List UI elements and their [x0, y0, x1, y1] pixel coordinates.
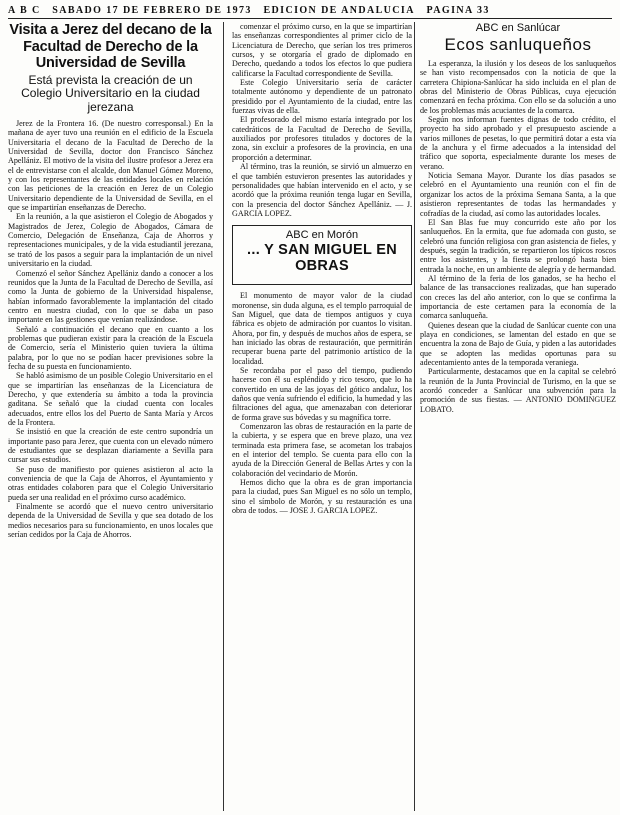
article-paragraph: Finalmente se acordó que el nuevo centro universitario dependa de la Universidad de Sevilla y que sea dotado de los medios necesarios para su funcionamiento, en unos locales que serían cedidos por la Caja de Ahorros.: [8, 502, 213, 540]
article-paragraph: El San Blas fue muy concurrido este año por los sanluqueños. En la ermita, que fue adornada con gusto, se celebró una función religiosa con gran asistencia de fieles, y después, según la tradición, se repartieron los típicos roscos entre los asistentes, y la fiesta se prolongó hasta bien entrada la noche, en un ambiente de alegría y de hermandad.: [420, 217, 616, 274]
article-paragraph: Al término, tras la reunión, se sirvió un almuerzo en el que también estuvieron presentes las autoridades y personalidades que habían intervenido en el acto, y se acordó que la próxima reunión tenga lugar en Sevilla, con la presencia del doctor Sánchez Apellániz. — J. GARCIA LOPEZ.: [232, 162, 412, 218]
article-headline-sanlucar: Ecos sanluqueños: [444, 35, 592, 54]
article-paragraph: Se habló asimismo de un posible Colegio Universitario en el que se impartirían las enseñanzas de la Licenciatura de Derecho, y que extendería su ámbito a toda la provincia gaditana. Se señaló que la ciudad cuenta con locales adecuados, entre ellos los del Puerto de Santa María y Arcos de la Frontera.: [8, 371, 213, 427]
column-1: [8, 22, 213, 811]
masthead: A B C: [8, 5, 41, 16]
section-kicker-sanlucar: ABC en Sanlúcar: [475, 22, 561, 34]
column-2: [232, 22, 412, 811]
article-headline-jerez: Visita a Jerez del decano de la Facultad de Derecho de la Universidad de Sevilla: [9, 22, 212, 71]
article-paragraph: Comenzaron las obras de restauración en la parte de la cubierta, y se espera que en breve plazo, una vez terminada esta primera fase, se acometan los trabajos en el interior del templo. Se cuenta para ello con la ayuda de la Dirección General de Bellas Artes y con la colaboración del vecindario de Morón.: [232, 422, 412, 478]
article-paragraph: El monumento de mayor valor de la ciudad moronense, sin duda alguna, es el templo parroquial de San Miguel, que data de tiempos antiguos y cuya fábrica es objeto de admiración por cuantos lo visitan. Ahora, por fin, y después de muchos años de espera, se han iniciado las obras de restauración, que permitirán recuperar buena parte del patrimonio artístico de la localidad.: [232, 291, 412, 366]
article-paragraph: Se recordaba por el paso del tiempo, pudiendo hacerse con él su espléndido y rico tesoro, que lo ha convertido en una de las joyas del gótico andaluz, los daños que venía sufriendo el edificio, la humedad y las filtraciones del agua, que amenazaban con deteriorar de forma grave sus bóvedas y su magnífica torre.: [232, 365, 412, 422]
page-header: [8, 4, 612, 19]
article-paragraph: Se insistió en que la creación de este centro supondría un importante paso para Jerez, que cuenta con un elevado número de estudiantes que se desplazan diariamente a Sevilla para cursar sus estudios.: [8, 427, 213, 465]
header-page-number: PAGINA 33: [426, 5, 490, 16]
article-paragraph: El profesorado del mismo estaría integrado por los catedráticos de la Facultad de Derecho de Sevilla, auxiliados por profesores titulados y doctores de la zona, sin excluir a profesores de la provincia, en una proporción a determinar.: [232, 115, 412, 162]
article-paragraph: Hemos dicho que la obra es de gran importancia para la ciudad, pues San Miguel es no sólo un templo, sino el símbolo de Morón, y su restauración es una obra de todos. — JOSE J. GARCIA LOPEZ.: [232, 478, 412, 516]
columns: [8, 22, 616, 811]
header-date: SABADO 17 DE FEBRERO DE 1973: [52, 5, 252, 16]
column-3: [420, 22, 616, 811]
header-edition: EDICION DE ANDALUCIA: [263, 5, 415, 16]
article-paragraph: Jerez de la Frontera 16. (De nuestro corresponsal.) En la mañana de ayer tuvo una reunión en el edificio de la Escuela Universitaria el decano de la Facultad de Derecho de la Universidad de Sevilla, doctor don Francisco Sánchez Apellániz. El motivo de la visita del ilustre profesor a Jerez era el de entrevistarse con el alcalde, don Manuel Gómez Moreno, y con los representantes de las entidades locales en relación con las peticiones de la creación en Jerez de un Colegio Universitario dependiente de la Universidad de Sevilla, en el que se impartirían enseñanzas de Derecho.: [8, 119, 213, 213]
article-paragraph: Comenzó el señor Sánchez Apellániz dando a conocer a los reunidos que la Junta de la Facultad de Derecho de Sevilla, así como la Junta de gobierno de la Universidad hispalense, habían informado favorablemente la implantación del citado centro en nuestra ciudad, con lo que se daba un paso importante en las gestiones que venían realizándose.: [8, 268, 213, 325]
section-kicker-moron: ABC en Morón: [285, 229, 359, 242]
article-paragraph: Señaló a continuación el decano que en cuanto a los problemas que pudieran existir para la creación de la Escuela de Comercio, sería el Ministerio quien tuviera la última palabra, por lo que no se podían hacer previsiones sobre la fecha de su puesta en funcionamiento.: [8, 324, 213, 371]
article-headline-box-moron: [232, 225, 412, 285]
article-paragraph: Al término de la feria de los ganados, se ha hecho el balance de las transacciones realizadas, que han superado con creces las del año anterior, con lo que se confirma la importancia de este certamen para la economía de la comarca sanluqueña.: [420, 273, 616, 321]
article-paragraph: Noticia Semana Mayor. Durante los días pasados se celebró en el Ayuntamiento una reunión con el fin de organizar los actos de la próxima Semana Santa, a la que asistieron representantes de todas las hermandades y cofradías de la ciudad, así como las autoridades locales.: [420, 171, 616, 218]
article-paragraph: Quienes desean que la ciudad de Sanlúcar cuente con una playa en condiciones, se lamentan del estado en que se encuentra la zona de Bajo de Guía, y piden a las autoridades que se adopten las medidas oportunas para su adecentamiento antes de la temporada veraniega.: [420, 320, 616, 367]
article-headline-moron: ... Y SAN MIGUEL EN OBRAS: [247, 242, 397, 275]
column-rule: [414, 22, 415, 811]
column-rule: [223, 22, 224, 811]
article-paragraph: Particularmente, destacamos que en la capital se celebró la reunión de la Junta Provincial de Turismo, en la que se acordó conceder a Sanlúcar una subvención para la promoción de sus fiestas. — ANTONIO DOMINGUEZ LOBATO.: [420, 367, 616, 414]
article-paragraph: comenzar el próximo curso, en la que se impartirían las enseñanzas correspondientes al primer ciclo de la Licenciatura de Derecho, que serían los tres primeros cursos, y se otorgaría el grado de diplomado en Derecho, quedando a todos los efectos lo que pudiera calificarse la Facultad correspondiente de Sevilla.: [232, 22, 412, 78]
article-paragraph: La esperanza, la ilusión y los deseos de los sanluqueños se han visto recompensados con la noticia de que la carretera Chipiona-Sanlúcar ha sido incluida en el plan de obras del Ministerio de Obras Públicas, cuya ejecución comenzará en fecha próxima. Con ello se da solución a uno de los problemas más acuciantes de la comarca.: [420, 59, 616, 115]
article-subheadline-jerez: Está prevista la creación de un Colegio Universitario en la ciudad jerezana: [21, 72, 200, 114]
article-paragraph: En la reunión, a la que asistieron el Colegio de Abogados y Magistrados de Jerez, Colegio de Abogados, Cámara de Comercio, Delegación de Enseñanza, Caja de Ahorros y representaciones municipales, y de la vida estudiantil jerezana, se trató de los pasos a seguir para la implantación de un nivel universitario en la ciudad.: [8, 212, 213, 269]
article-paragraph: Se puso de manifiesto por quienes asistieron al acto la conveniencia de que la Caja de Ahorros, el Ayuntamiento y otras entidades colaboren para que el Colegio Universitario pueda ser una realidad en el próximo curso académico.: [8, 464, 213, 502]
article-paragraph: Según nos informan fuentes dignas de todo crédito, el proyecto ha sido aprobado y el presupuesto asciende a varios millones de pesetas, lo que permitirá dotar a esta vía de la anchura y el firme adecuados a la intensidad del tráfico que soporta, especialmente durante los meses de verano.: [420, 115, 616, 171]
article-paragraph: Este Colegio Universitario sería de carácter totalmente autónomo y dependiente de un patronato presidido por el Ayuntamiento de la ciudad, entre las fuerzas vivas de ella.: [232, 78, 412, 116]
